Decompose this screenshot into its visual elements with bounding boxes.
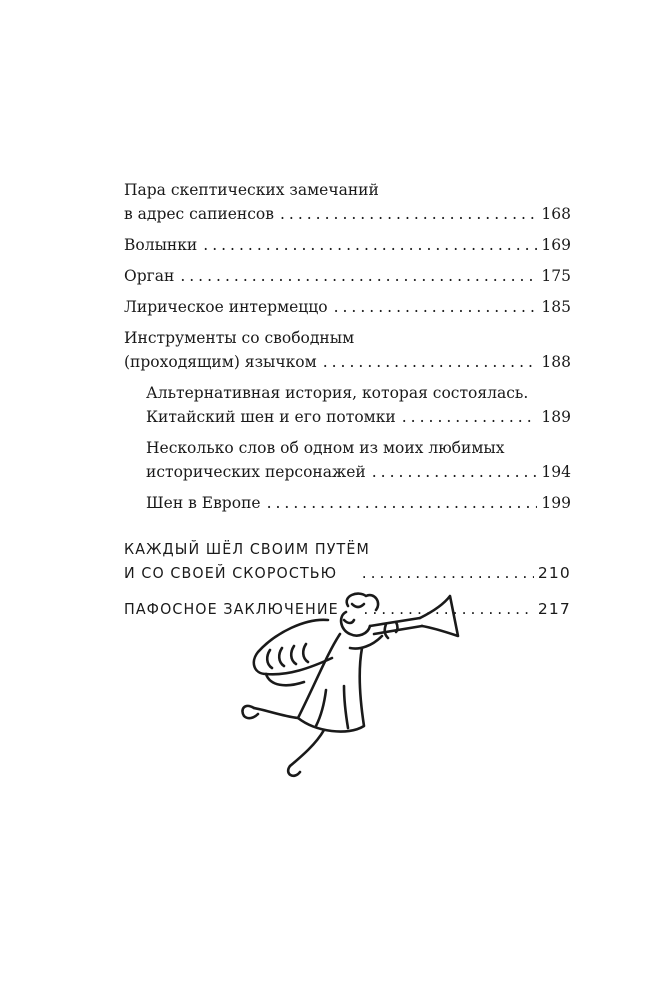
toc-entry-own-path[interactable]: [124, 537, 571, 585]
toc-entry-title: Шен в Европе: [146, 494, 261, 512]
toc-page-number: 194: [541, 463, 571, 481]
toc-entry-free-reed[interactable]: [124, 326, 571, 374]
leader-dots: [402, 405, 538, 429]
toc-entry-organ[interactable]: [124, 264, 571, 288]
leader-dots: [180, 264, 537, 288]
toc-entry-skeptical-remarks[interactable]: [124, 178, 571, 226]
toc-entry-title: Пара скептических замечаний: [124, 181, 379, 199]
toc-entry-title: КАЖДЫЙ ШЁЛ СВОИМ ПУТЁМ: [124, 540, 370, 558]
toc-page-number: 217: [537, 600, 571, 618]
toc-entry-title: Китайский шен и его потомки: [146, 408, 396, 426]
toc-page-number: 185: [541, 298, 571, 316]
toc-entry-title: ПАФОСНОЕ ЗАКЛЮЧЕНИЕ: [124, 600, 339, 618]
toc-entry-title: И СО СВОЕЙ СКОРОСТЬЮ: [124, 564, 338, 582]
toc-entry-title: в адрес сапиенсов: [124, 205, 274, 223]
toc-entry-bagpipes[interactable]: [124, 233, 571, 257]
toc-entry-title: исторических персонажей: [146, 463, 366, 481]
toc-page-number: 210: [537, 564, 571, 582]
toc-entry-title: (проходящим) язычком: [124, 353, 317, 371]
toc-entry-favorite-characters[interactable]: [146, 436, 571, 484]
leader-dots: [203, 233, 537, 257]
toc-page-number: 175: [541, 267, 571, 285]
toc-entry-title: Лирическое интермеццо: [124, 298, 328, 316]
toc-entry-alternative-history[interactable]: [146, 381, 571, 429]
leader-dots: [280, 202, 537, 226]
toc-entry-title: Альтернативная история, которая состоялась.: [146, 384, 529, 402]
toc-entry-lyrical-intermezzo[interactable]: [124, 295, 571, 319]
toc-page-number: 189: [541, 408, 571, 426]
toc-page-number: 188: [541, 353, 571, 371]
toc-page-number: 199: [541, 494, 571, 512]
angel-trumpet-icon: [236, 590, 468, 790]
table-of-contents: [124, 178, 571, 621]
toc-page-number: 168: [541, 205, 571, 223]
toc-entry-title: Инструменты со свободным: [124, 329, 355, 347]
toc-entry-title: Орган: [124, 267, 175, 285]
toc-entry-title: Несколько слов об одном из моих любимых: [146, 439, 505, 457]
leader-dots: [334, 295, 538, 319]
leader-dots: [362, 561, 534, 585]
toc-page-number: 169: [541, 236, 571, 254]
toc-entry-title: Волынки: [124, 236, 198, 254]
leader-dots: [372, 460, 538, 484]
toc-entry-shen-in-europe[interactable]: [146, 491, 571, 515]
leader-dots: [267, 491, 538, 515]
leader-dots: [323, 350, 538, 374]
